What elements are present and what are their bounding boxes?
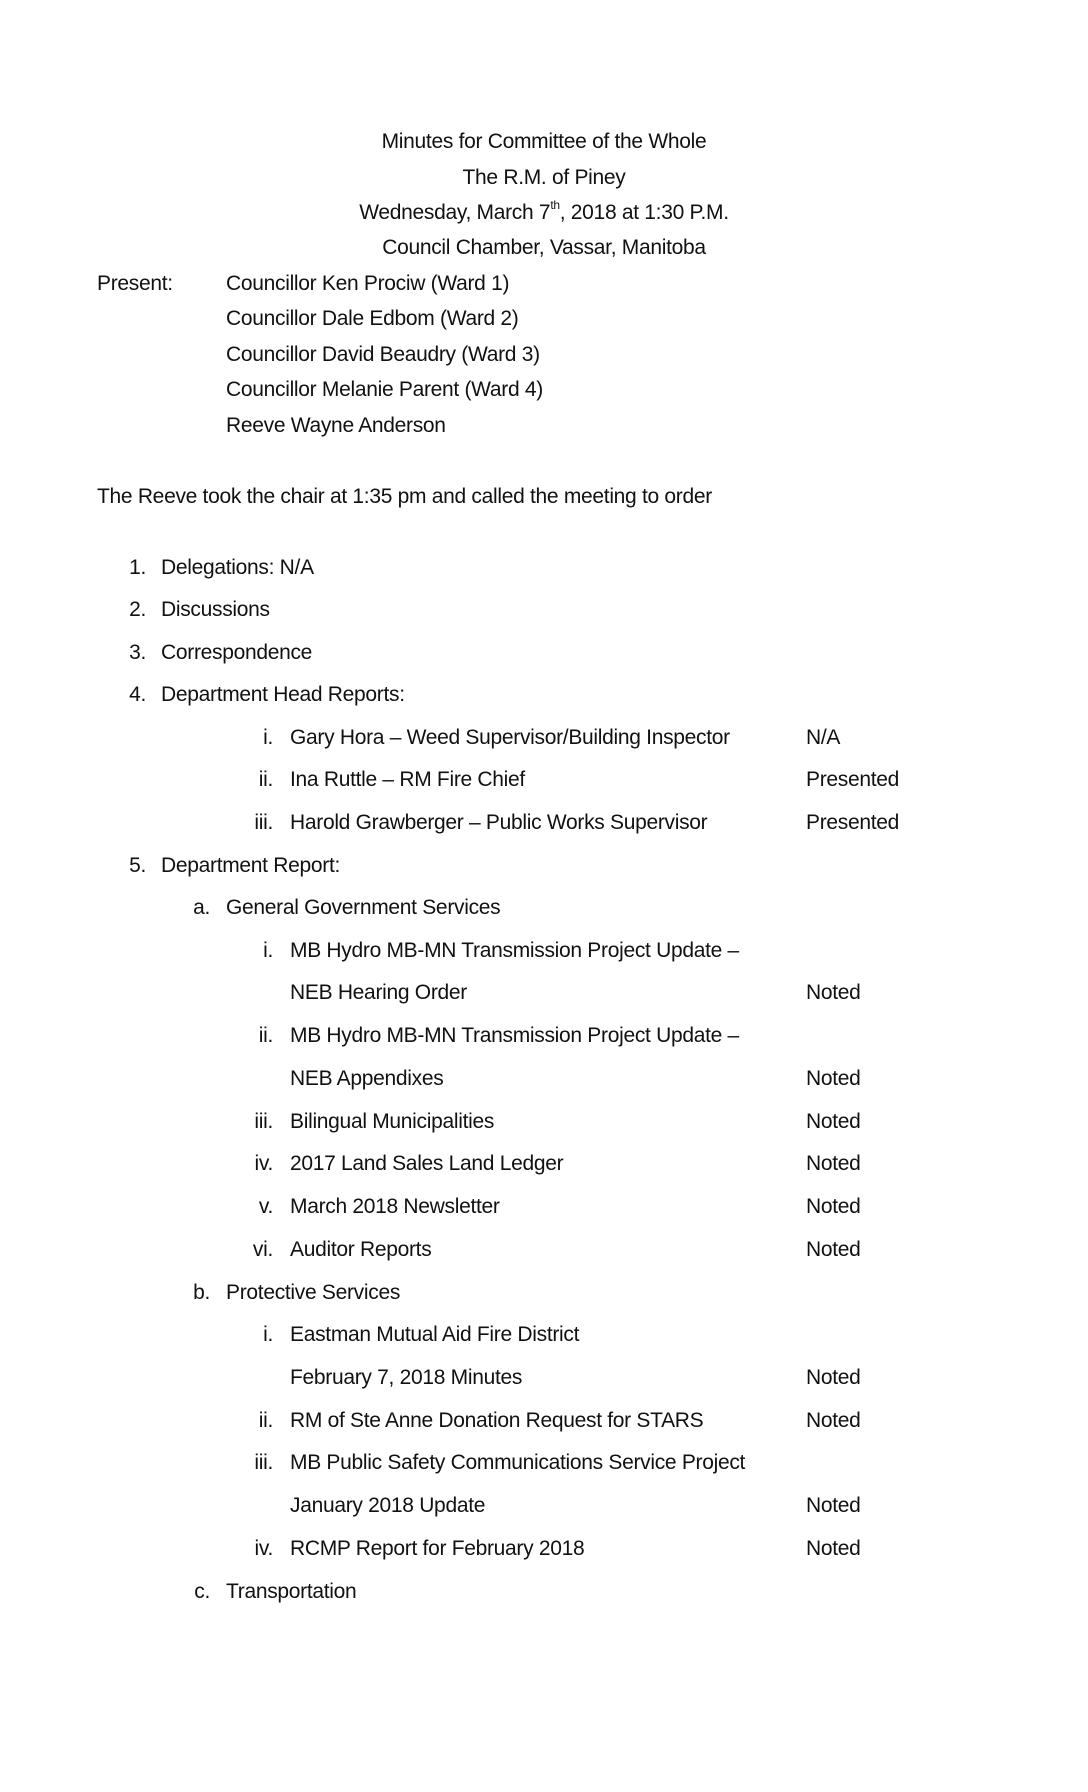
entry-title-cont: NEB Hearing Order xyxy=(290,981,467,1004)
entry-title: MB Hydro MB-MN Transmission Project Update – xyxy=(290,1024,739,1047)
meeting-date: Wednesday, March 7th, 2018 at 1:30 P.M. xyxy=(359,198,729,224)
report-status: Presented xyxy=(806,768,900,791)
section-title: Transportation xyxy=(226,1580,357,1603)
entry-number: v. xyxy=(258,1195,273,1218)
attendee: Councillor David Beaudry (Ward 3) xyxy=(226,343,540,366)
entry-title: RCMP Report for February 2018 xyxy=(290,1537,585,1560)
agenda-number: 1. xyxy=(129,556,146,579)
entry-title: RM of Ste Anne Donation Request for STARS xyxy=(290,1409,704,1432)
entry-title: 2017 Land Sales Land Ledger xyxy=(290,1152,564,1175)
report-title: Harold Grawberger – Public Works Supervisor xyxy=(290,811,708,834)
entry-title: Auditor Reports xyxy=(290,1238,432,1261)
entry-number: iii. xyxy=(254,1451,273,1474)
report-status: N/A xyxy=(806,726,841,749)
agenda-item: Delegations: N/A xyxy=(161,556,314,579)
entry-status: Noted xyxy=(806,981,861,1004)
entry-number: i. xyxy=(263,939,273,962)
agenda-number: 3. xyxy=(129,641,146,664)
entry-number: i. xyxy=(263,1323,273,1346)
entry-status: Noted xyxy=(806,1110,861,1133)
attendee: Councillor Ken Prociw (Ward 1) xyxy=(226,272,510,295)
agenda-number: 2. xyxy=(129,598,146,621)
report-number: ii. xyxy=(258,768,273,791)
report-number: iii. xyxy=(254,811,273,834)
entry-number: ii. xyxy=(258,1024,273,1047)
entry-number: iv. xyxy=(254,1537,273,1560)
attendee: Councillor Dale Edbom (Ward 2) xyxy=(226,307,519,330)
agenda-number: 4. xyxy=(129,683,146,706)
report-status: Presented xyxy=(806,811,900,834)
report-title: Ina Ruttle – RM Fire Chief xyxy=(290,768,525,791)
present-label: Present: xyxy=(97,272,173,295)
entry-title: MB Public Safety Communications Service Project xyxy=(290,1451,746,1474)
agenda-item: Discussions xyxy=(161,598,270,621)
attendee: Reeve Wayne Anderson xyxy=(226,414,446,437)
entry-status: Noted xyxy=(806,1067,861,1090)
section-letter: a. xyxy=(193,896,210,919)
section-letter: c. xyxy=(194,1580,210,1603)
agenda-item: Correspondence xyxy=(161,641,313,664)
report-title: Gary Hora – Weed Supervisor/Building Inspector xyxy=(290,726,730,749)
municipality-name: The R.M. of Piney xyxy=(462,166,626,189)
agenda-number: 5. xyxy=(129,854,146,877)
entry-title-cont: January 2018 Update xyxy=(290,1494,486,1517)
entry-title: Eastman Mutual Aid Fire District xyxy=(290,1323,580,1346)
entry-status: Noted xyxy=(806,1195,861,1218)
section-letter: b. xyxy=(193,1281,210,1304)
agenda-item: Department Head Reports: xyxy=(161,683,405,706)
entry-status: Noted xyxy=(806,1366,861,1389)
attendee: Councillor Melanie Parent (Ward 4) xyxy=(226,378,543,401)
entry-status: Noted xyxy=(806,1238,861,1261)
section-title: Protective Services xyxy=(226,1281,401,1304)
document-title: Minutes for Committee of the Whole xyxy=(381,130,707,153)
entry-title-cont: February 7, 2018 Minutes xyxy=(290,1366,523,1389)
entry-number: iii. xyxy=(254,1110,273,1133)
entry-status: Noted xyxy=(806,1409,861,1432)
entry-title: Bilingual Municipalities xyxy=(290,1110,495,1133)
entry-status: Noted xyxy=(806,1537,861,1560)
section-title: General Government Services xyxy=(226,896,501,919)
entry-number: iv. xyxy=(254,1152,273,1175)
report-number: i. xyxy=(263,726,273,749)
entry-status: Noted xyxy=(806,1494,861,1517)
call-to-order: The Reeve took the chair at 1:35 pm and called the meeting to order xyxy=(97,485,712,508)
agenda-item: Department Report: xyxy=(161,854,341,877)
meeting-location: Council Chamber, Vassar, Manitoba xyxy=(382,236,706,259)
entry-number: ii. xyxy=(258,1409,273,1432)
entry-status: Noted xyxy=(806,1152,861,1175)
entry-title-cont: NEB Appendixes xyxy=(290,1067,444,1090)
entry-number: vi. xyxy=(252,1238,273,1261)
entry-title: MB Hydro MB-MN Transmission Project Update – xyxy=(290,939,739,962)
entry-title: March 2018 Newsletter xyxy=(290,1195,500,1218)
